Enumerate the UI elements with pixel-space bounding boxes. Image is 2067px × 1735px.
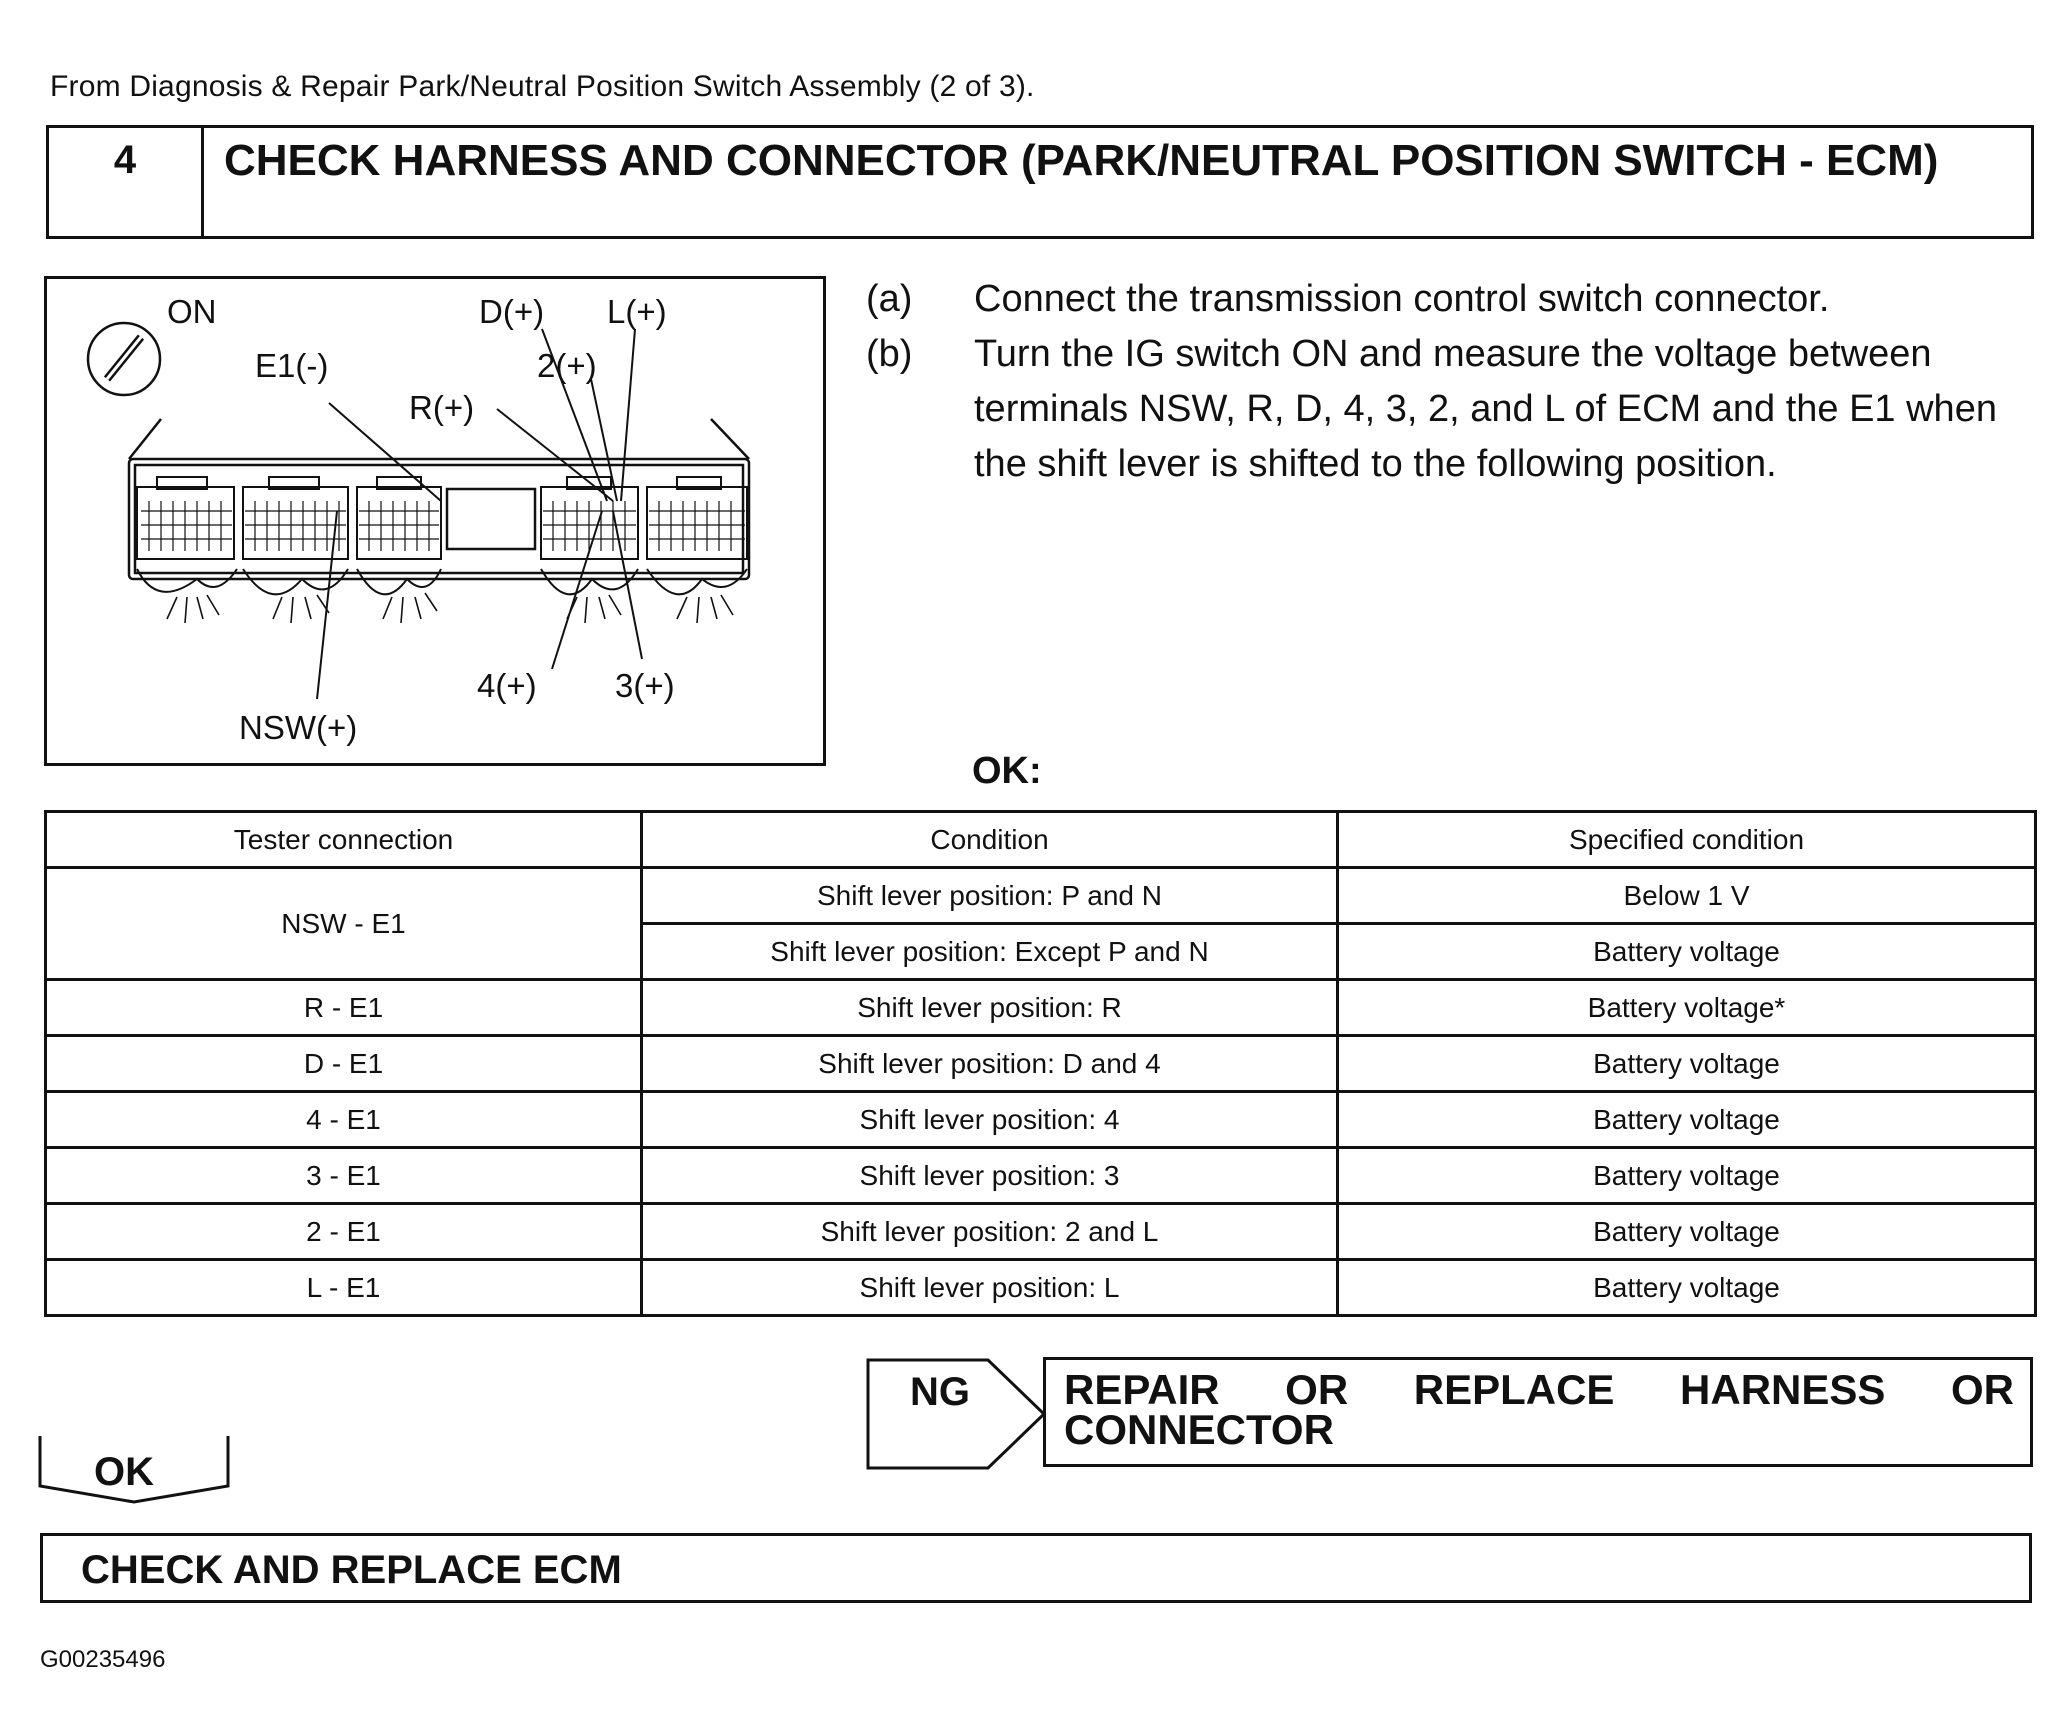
instruction-a bbox=[866, 272, 2046, 327]
ok-flow-label: OK bbox=[94, 1450, 154, 1494]
condition: Shift lever position: 2 and L bbox=[642, 1204, 1338, 1260]
condition: Shift lever position: L bbox=[642, 1260, 1338, 1316]
specified-condition: Battery voltage* bbox=[1338, 980, 2036, 1036]
column-header: Condition bbox=[642, 812, 1338, 868]
condition: Shift lever position: D and 4 bbox=[642, 1036, 1338, 1092]
label-d: D(+) bbox=[479, 293, 545, 330]
specified-condition: Battery voltage bbox=[1338, 1260, 2036, 1316]
ok-label: OK: bbox=[972, 750, 1042, 792]
table-row bbox=[46, 1260, 2036, 1316]
ok-result-box: CHECK AND REPLACE ECM bbox=[40, 1533, 2032, 1603]
table-row bbox=[46, 1204, 2036, 1260]
spec-table bbox=[44, 810, 2037, 1317]
tester-connection: 2 - E1 bbox=[46, 1204, 642, 1260]
connector-diagram bbox=[44, 276, 826, 766]
label-3: 3(+) bbox=[615, 667, 675, 704]
condition: Shift lever position: P and N bbox=[642, 868, 1338, 924]
label-2: 2(+) bbox=[537, 347, 597, 384]
condition: Shift lever position: 4 bbox=[642, 1092, 1338, 1148]
tester-connection: NSW - E1 bbox=[46, 868, 642, 980]
column-header: Tester connection bbox=[46, 812, 642, 868]
instruction-text: Connect the transmission control switch connector. bbox=[974, 278, 1830, 320]
step-header bbox=[46, 125, 2034, 239]
source-line: From Diagnosis & Repair Park/Neutral Position Switch Assembly (2 of 3). bbox=[50, 70, 1035, 103]
step-number: 4 bbox=[49, 128, 204, 236]
tester-connection: 3 - E1 bbox=[46, 1148, 642, 1204]
specified-condition: Battery voltage bbox=[1338, 1148, 2036, 1204]
instruction-letter: (b) bbox=[866, 333, 913, 375]
ng-label: NG bbox=[910, 1370, 970, 1414]
table-row bbox=[46, 980, 2036, 1036]
specified-condition: Below 1 V bbox=[1338, 868, 2036, 924]
label-nsw: NSW(+) bbox=[239, 709, 358, 746]
specified-condition: Battery voltage bbox=[1338, 924, 2036, 980]
tester-connection: D - E1 bbox=[46, 1036, 642, 1092]
table-row bbox=[46, 1036, 2036, 1092]
condition: Shift lever position: R bbox=[642, 980, 1338, 1036]
ng-result-box: REPAIR OR REPLACE HARNESS OR CONNECTOR bbox=[1043, 1357, 2033, 1467]
label-l: L(+) bbox=[607, 293, 667, 330]
label-on: ON bbox=[167, 293, 217, 330]
ignition-switch-icon bbox=[88, 323, 160, 395]
step-title: CHECK HARNESS AND CONNECTOR (PARK/NEUTRAL POSITION SWITCH - ECM) bbox=[224, 136, 1939, 185]
tester-connection: R - E1 bbox=[46, 980, 642, 1036]
tester-connection: L - E1 bbox=[46, 1260, 642, 1316]
tester-connection: 4 - E1 bbox=[46, 1092, 642, 1148]
condition: Shift lever position: Except P and N bbox=[642, 924, 1338, 980]
condition: Shift lever position: 3 bbox=[642, 1148, 1338, 1204]
ecm-connector-icon bbox=[47, 279, 829, 769]
specified-condition: Battery voltage bbox=[1338, 1204, 2036, 1260]
specified-condition: Battery voltage bbox=[1338, 1092, 2036, 1148]
table-row bbox=[46, 1092, 2036, 1148]
label-r: R(+) bbox=[409, 389, 475, 426]
instruction-b bbox=[866, 327, 2046, 492]
instruction-text: Turn the IG switch ON and measure the voltage between terminals NSW, R, D, 4, 3, 2, and L of ECM and the E1 when the shift lever is shifted to the following position. bbox=[974, 333, 1997, 485]
specified-condition: Battery voltage bbox=[1338, 1036, 2036, 1092]
instruction-letter: (a) bbox=[866, 278, 913, 320]
table-header-row bbox=[46, 812, 2036, 868]
label-4: 4(+) bbox=[477, 667, 537, 704]
table-row bbox=[46, 868, 2036, 924]
table-row bbox=[46, 1148, 2036, 1204]
instructions bbox=[866, 272, 2046, 492]
figure-code: G00235496 bbox=[40, 1646, 166, 1673]
label-e1: E1(-) bbox=[255, 347, 329, 384]
column-header: Specified condition bbox=[1338, 812, 2036, 868]
